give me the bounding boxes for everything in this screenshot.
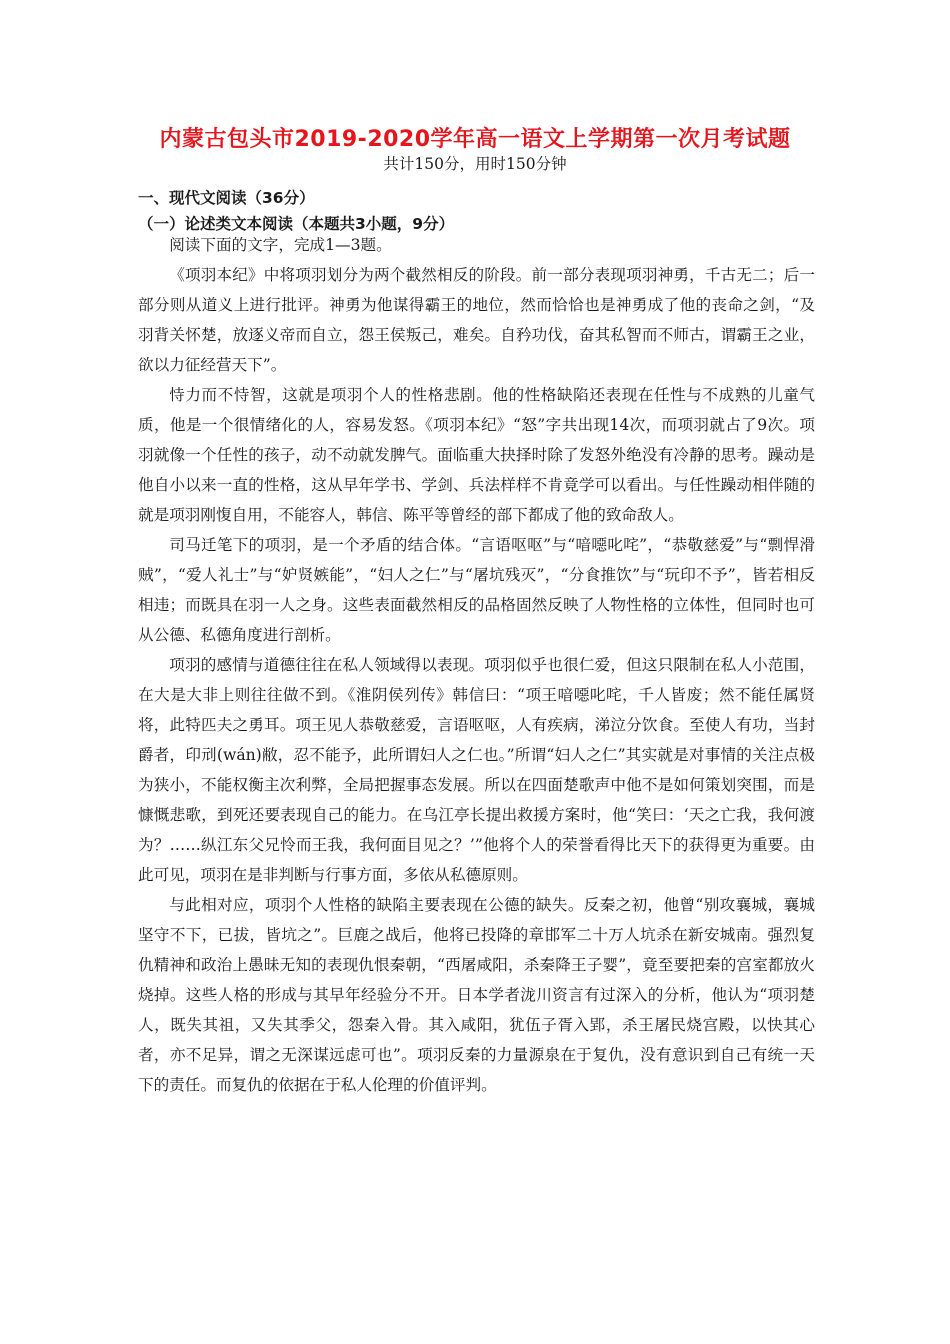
section-heading-argumentative-reading: （一）论述类文本阅读（本题共3小题，9分）: [138, 215, 455, 233]
section-heading-modern-reading: 一、现代文阅读（36分）: [138, 189, 315, 207]
reading-passage: [138, 230, 815, 1100]
paragraph-instruction: 阅读下面的文字，完成1—3题。: [169, 236, 392, 254]
paragraph: 与此相对应，项羽个人性格的缺陷主要表现在公德的缺失。反秦之初，他曾“别攻襄城，襄城坚守不下，已拔，皆坑之”。巨鹿之战后，他将已投降的章邯军二十万人坑杀在新安城南。强烈复仇精神和政治上愚昧无知的表现仇恨秦朝，“西屠咸阳，杀秦降王子婴”，竟至要把秦的宫室都放火烧掉。这些人格的形成与其早年经验分不开。日本学者泷川资言有过深入的分析，他认为“项羽楚人，既失其祖，又失其季父，怨秦入骨。其入咸阳，犹伍子胥入郢，杀王屠民烧宫殿，以快其心者，亦不足异，谓之无深谋远虑可也”。项羽反秦的力量源泉在于复仇，没有意识到自己有统一天下的责任。而复仇的依据在于私人伦理的价值评判。: [138, 896, 815, 1094]
paragraph: 《项羽本纪》中将项羽划分为两个截然相反的阶段。前一部分表现项羽神勇，千古无二；后一部分则从道义上进行批评。神勇为他谋得霸王的地位，然而恰恰也是神勇成了他的丧命之剑，“及羽背关怀楚，放逐义帝而自立，怨王侯叛己，难矣。自矜功伐，奋其私智而不师古，谓霸王之业，欲以力征经营天下”。: [138, 266, 815, 374]
document-subtitle: 共计150分，用时150分钟: [383, 155, 567, 173]
paragraph: 司马迁笔下的项羽，是一个矛盾的结合体。“言语呕呕”与“喑噁叱咤”，“恭敬慈爱”与“剽悍滑贼”，“爱人礼士”与“妒贤嫉能”，“妇人之仁”与“屠坑残灭”，“分食推饮”与“玩印不予”，皆若相反相违；而既具在羽一人之身。这些表面截然相反的品格固然反映了人物性格的立体性，但同时也可从公德、私德角度进行剖析。: [138, 536, 815, 644]
document-title: 内蒙古包头市2019-2020学年高一语文上学期第一次月考试题: [159, 127, 791, 152]
paragraph: 项羽的感情与道德往往在私人领域得以表现。项羽似乎也很仁爱，但这只限制在私人小范围，在大是大非上则往往做不到。《淮阴侯列传》韩信曰：“项王喑噁叱咤，千人皆废；然不能任属贤将，此特匹夫之勇耳。项王见人恭敬慈爱，言语呕呕，人有疾病，涕泣分饮食。至使人有功，当封爵者，印刓(wán)敝，忍不能予，此所谓妇人之仁也。”所谓“妇人之仁”其实就是对事情的关注点极为狭小，不能权衡主次利弊，全局把握事态发展。所以在四面楚歌声中他不是如何策划突围，而是慷慨悲歌，到死还要表现自己的能力。在乌江亭长提出救援方案时，他“笑曰：‘天之亡我，我何渡为？……纵江东父兄怜而王我，我何面目见之？’”他将个人的荣誉看得比天下的获得更为重要。由此可见，项羽在是非判断与行事方面，多依从私德原则。: [138, 656, 815, 884]
paragraph: 恃力而不恃智，这就是项羽个人的性格悲剧。他的性格缺陷还表现在任性与不成熟的儿童气质，他是一个很情绪化的人，容易发怒。《项羽本纪》“怒”字共出现14次，而项羽就占了9次。项羽就像一个任性的孩子，动不动就发脾气。面临重大抉择时除了发怒外绝没有冷静的思考。躁动是他自小以来一直的性格，这从早年学书、学剑、兵法样样不肯竟学可以看出。与任性躁动相伴随的就是项羽刚愎自用，不能容人，韩信、陈平等曾经的部下都成了他的致命敌人。: [138, 386, 815, 524]
